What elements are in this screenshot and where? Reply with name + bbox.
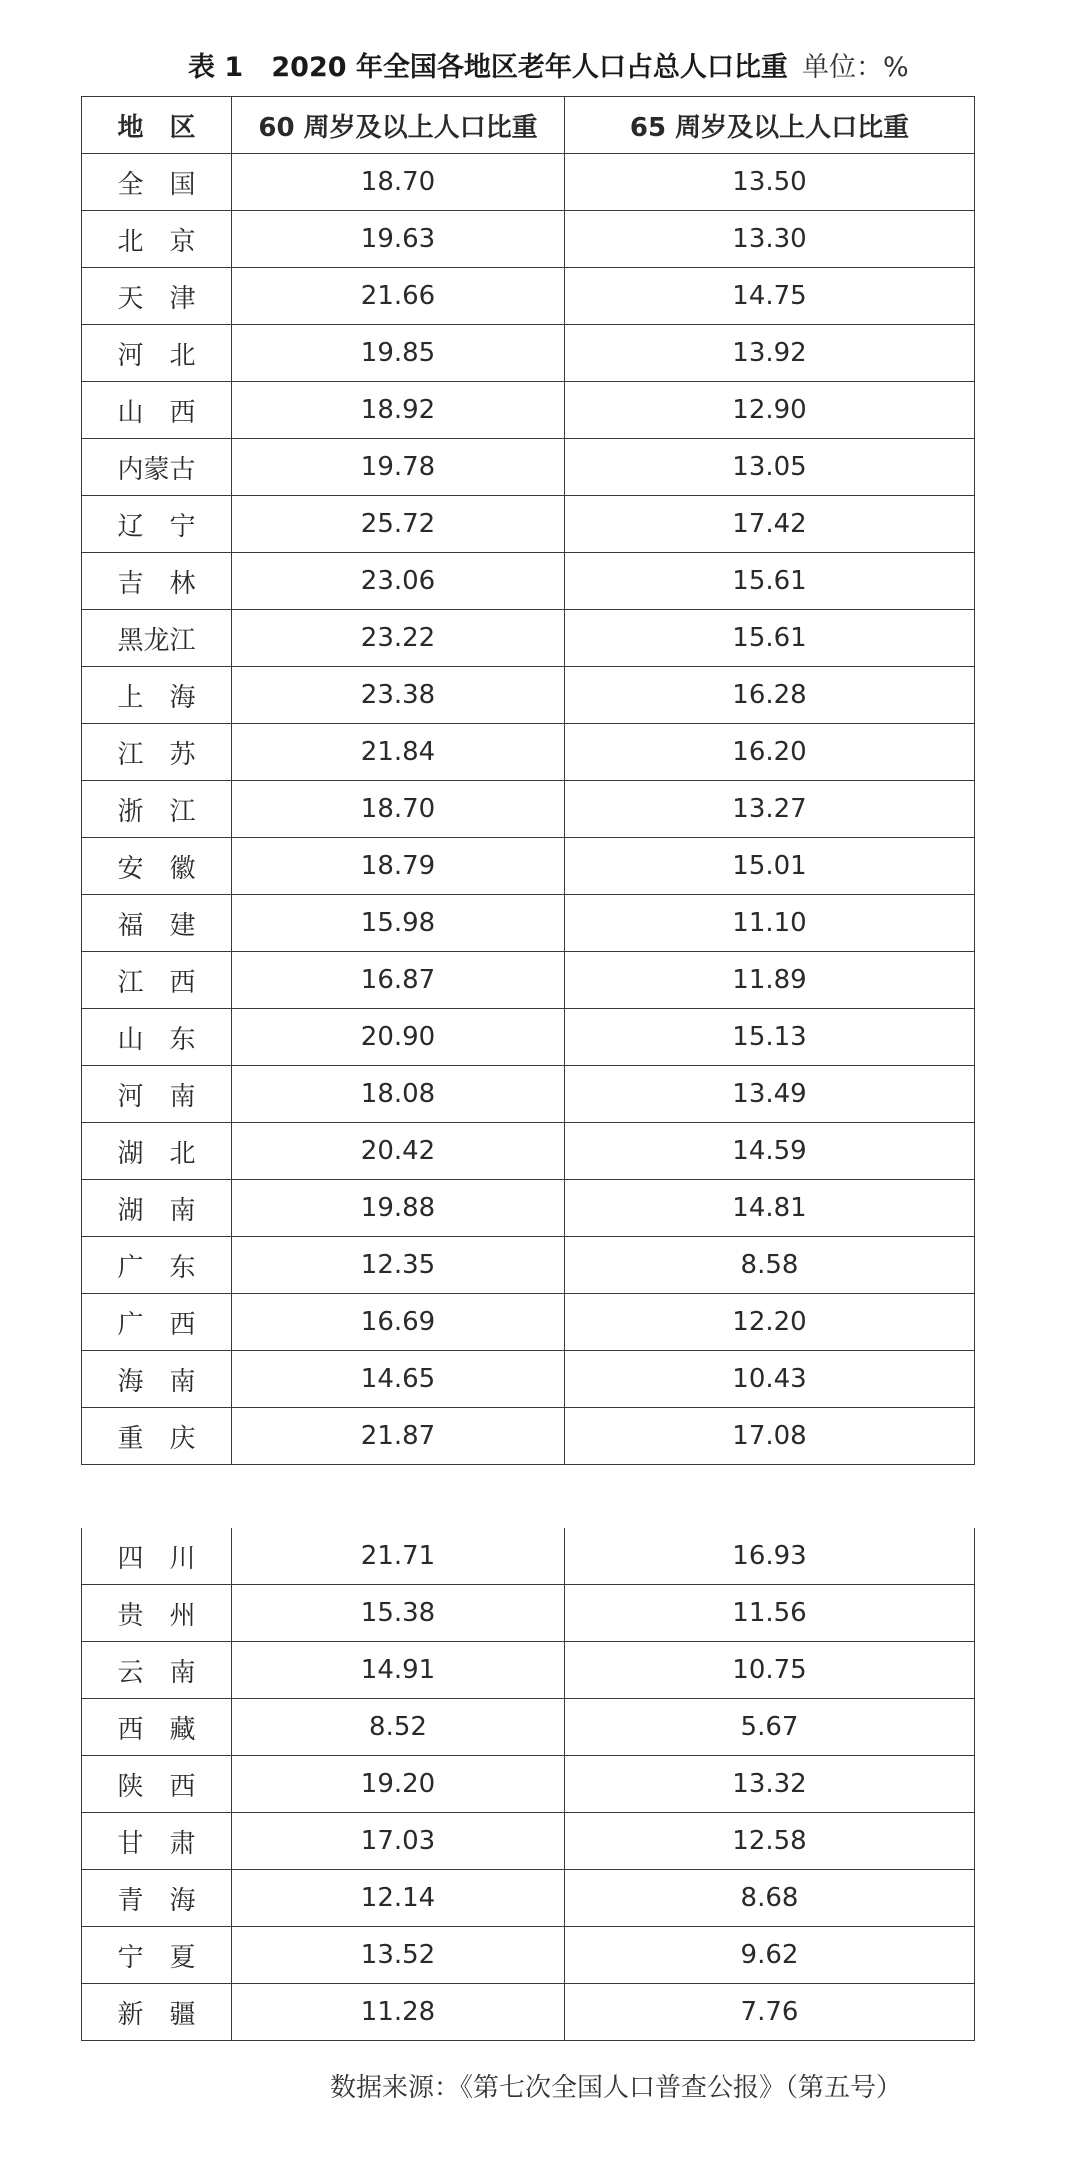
table-row: [82, 724, 975, 781]
region-cell: 江 西: [82, 952, 232, 1009]
age60-cell: 21.87: [232, 1408, 565, 1465]
age65-cell: 10.43: [565, 1351, 975, 1408]
age65-cell: 8.68: [565, 1870, 975, 1927]
age60-cell: 23.38: [232, 667, 565, 724]
age60-cell: 19.85: [232, 325, 565, 382]
table-row: [82, 1528, 975, 1585]
header-age60: 60 周岁及以上人口比重: [232, 97, 565, 154]
age65-cell: 5.67: [565, 1699, 975, 1756]
age65-cell: 17.08: [565, 1408, 975, 1465]
region-cell: 全 国: [82, 154, 232, 211]
table-row: [82, 1642, 975, 1699]
age65-cell: 12.90: [565, 382, 975, 439]
age60-cell: 18.92: [232, 382, 565, 439]
region-cell: 山 西: [82, 382, 232, 439]
population-table-part1: [81, 96, 975, 1465]
region-cell: 河 北: [82, 325, 232, 382]
age60-cell: 21.66: [232, 268, 565, 325]
table-row: [82, 952, 975, 1009]
region-cell: 甘 肃: [82, 1813, 232, 1870]
age60-cell: 12.14: [232, 1870, 565, 1927]
table-row: [82, 553, 975, 610]
region-cell: 四 川: [82, 1528, 232, 1585]
region-cell: 江 苏: [82, 724, 232, 781]
table-row: [82, 1351, 975, 1408]
table-row: [82, 382, 975, 439]
age65-cell: 16.20: [565, 724, 975, 781]
table-row: [82, 439, 975, 496]
age60-cell: 8.52: [232, 1699, 565, 1756]
age60-cell: 15.98: [232, 895, 565, 952]
table-row: [82, 325, 975, 382]
age65-cell: 11.89: [565, 952, 975, 1009]
region-cell: 天 津: [82, 268, 232, 325]
age60-cell: 16.69: [232, 1294, 565, 1351]
age65-cell: 15.61: [565, 610, 975, 667]
age65-cell: 14.81: [565, 1180, 975, 1237]
table-header-row: [82, 97, 975, 154]
table-row: [82, 1585, 975, 1642]
table-caption: [0, 48, 1080, 88]
age65-cell: 9.62: [565, 1927, 975, 1984]
region-cell: 云 南: [82, 1642, 232, 1699]
age65-cell: 8.58: [565, 1237, 975, 1294]
region-cell: 吉 林: [82, 553, 232, 610]
table-row: [82, 1756, 975, 1813]
table-row: [82, 1123, 975, 1180]
region-cell: 黑龙江: [82, 610, 232, 667]
age65-cell: 15.13: [565, 1009, 975, 1066]
age60-cell: 16.87: [232, 952, 565, 1009]
source-note: 数据来源：《第七次全国人口普查公报》（第五号）: [330, 2073, 903, 2103]
table-title: 表 1 2020 年全国各地区老年人口占总人口比重: [188, 52, 788, 83]
age60-cell: 20.90: [232, 1009, 565, 1066]
region-cell: 广 西: [82, 1294, 232, 1351]
region-cell: 河 南: [82, 1066, 232, 1123]
age65-cell: 12.58: [565, 1813, 975, 1870]
age65-cell: 10.75: [565, 1642, 975, 1699]
age65-cell: 13.32: [565, 1756, 975, 1813]
age65-cell: 14.75: [565, 268, 975, 325]
age60-cell: 18.70: [232, 781, 565, 838]
region-cell: 山 东: [82, 1009, 232, 1066]
table-row: [82, 781, 975, 838]
region-cell: 陕 西: [82, 1756, 232, 1813]
region-cell: 湖 北: [82, 1123, 232, 1180]
age60-cell: 25.72: [232, 496, 565, 553]
region-cell: 福 建: [82, 895, 232, 952]
age60-cell: 12.35: [232, 1237, 565, 1294]
age60-cell: 21.71: [232, 1528, 565, 1585]
table-row: [82, 1237, 975, 1294]
table-row: [82, 154, 975, 211]
age60-cell: 19.78: [232, 439, 565, 496]
table-row: [82, 268, 975, 325]
region-cell: 重 庆: [82, 1408, 232, 1465]
age65-cell: 13.30: [565, 211, 975, 268]
unit-label: 单位：%: [802, 52, 909, 83]
region-cell: 宁 夏: [82, 1927, 232, 1984]
table-row: [82, 1408, 975, 1465]
region-cell: 辽 宁: [82, 496, 232, 553]
header-region: 地 区: [82, 97, 232, 154]
region-cell: 湖 南: [82, 1180, 232, 1237]
age65-cell: 15.61: [565, 553, 975, 610]
table-row: [82, 1066, 975, 1123]
age65-cell: 16.28: [565, 667, 975, 724]
region-cell: 北 京: [82, 211, 232, 268]
age65-cell: 12.20: [565, 1294, 975, 1351]
region-cell: 上 海: [82, 667, 232, 724]
region-cell: 安 徽: [82, 838, 232, 895]
population-table-part2: [81, 1528, 975, 2041]
age60-cell: 18.08: [232, 1066, 565, 1123]
age60-cell: 21.84: [232, 724, 565, 781]
age60-cell: 20.42: [232, 1123, 565, 1180]
age60-cell: 23.22: [232, 610, 565, 667]
age65-cell: 14.59: [565, 1123, 975, 1180]
age65-cell: 11.56: [565, 1585, 975, 1642]
table-row: [82, 838, 975, 895]
age65-cell: 15.01: [565, 838, 975, 895]
table-row: [82, 1870, 975, 1927]
table-row: [82, 667, 975, 724]
age60-cell: 14.65: [232, 1351, 565, 1408]
age65-cell: 13.05: [565, 439, 975, 496]
region-cell: 海 南: [82, 1351, 232, 1408]
age60-cell: 19.20: [232, 1756, 565, 1813]
age60-cell: 18.79: [232, 838, 565, 895]
age65-cell: 16.93: [565, 1528, 975, 1585]
table-row: [82, 1699, 975, 1756]
table-row: [82, 1813, 975, 1870]
age65-cell: 13.92: [565, 325, 975, 382]
region-cell: 内蒙古: [82, 439, 232, 496]
age65-cell: 13.27: [565, 781, 975, 838]
age60-cell: 14.91: [232, 1642, 565, 1699]
table-row: [82, 1009, 975, 1066]
age60-cell: 15.38: [232, 1585, 565, 1642]
region-cell: 新 疆: [82, 1984, 232, 2041]
age65-cell: 7.76: [565, 1984, 975, 2041]
region-cell: 青 海: [82, 1870, 232, 1927]
table-row: [82, 610, 975, 667]
age65-cell: 17.42: [565, 496, 975, 553]
age65-cell: 11.10: [565, 895, 975, 952]
age60-cell: 13.52: [232, 1927, 565, 1984]
age60-cell: 17.03: [232, 1813, 565, 1870]
region-cell: 浙 江: [82, 781, 232, 838]
age65-cell: 13.50: [565, 154, 975, 211]
region-cell: 西 藏: [82, 1699, 232, 1756]
table-row: [82, 1984, 975, 2041]
table-row: [82, 1927, 975, 1984]
table-row: [82, 1294, 975, 1351]
table-row: [82, 211, 975, 268]
region-cell: 广 东: [82, 1237, 232, 1294]
age60-cell: 18.70: [232, 154, 565, 211]
region-cell: 贵 州: [82, 1585, 232, 1642]
table-row: [82, 496, 975, 553]
age60-cell: 19.63: [232, 211, 565, 268]
table-row: [82, 1180, 975, 1237]
age60-cell: 11.28: [232, 1984, 565, 2041]
table-row: [82, 895, 975, 952]
age60-cell: 19.88: [232, 1180, 565, 1237]
age65-cell: 13.49: [565, 1066, 975, 1123]
age60-cell: 23.06: [232, 553, 565, 610]
header-age65: 65 周岁及以上人口比重: [565, 97, 975, 154]
